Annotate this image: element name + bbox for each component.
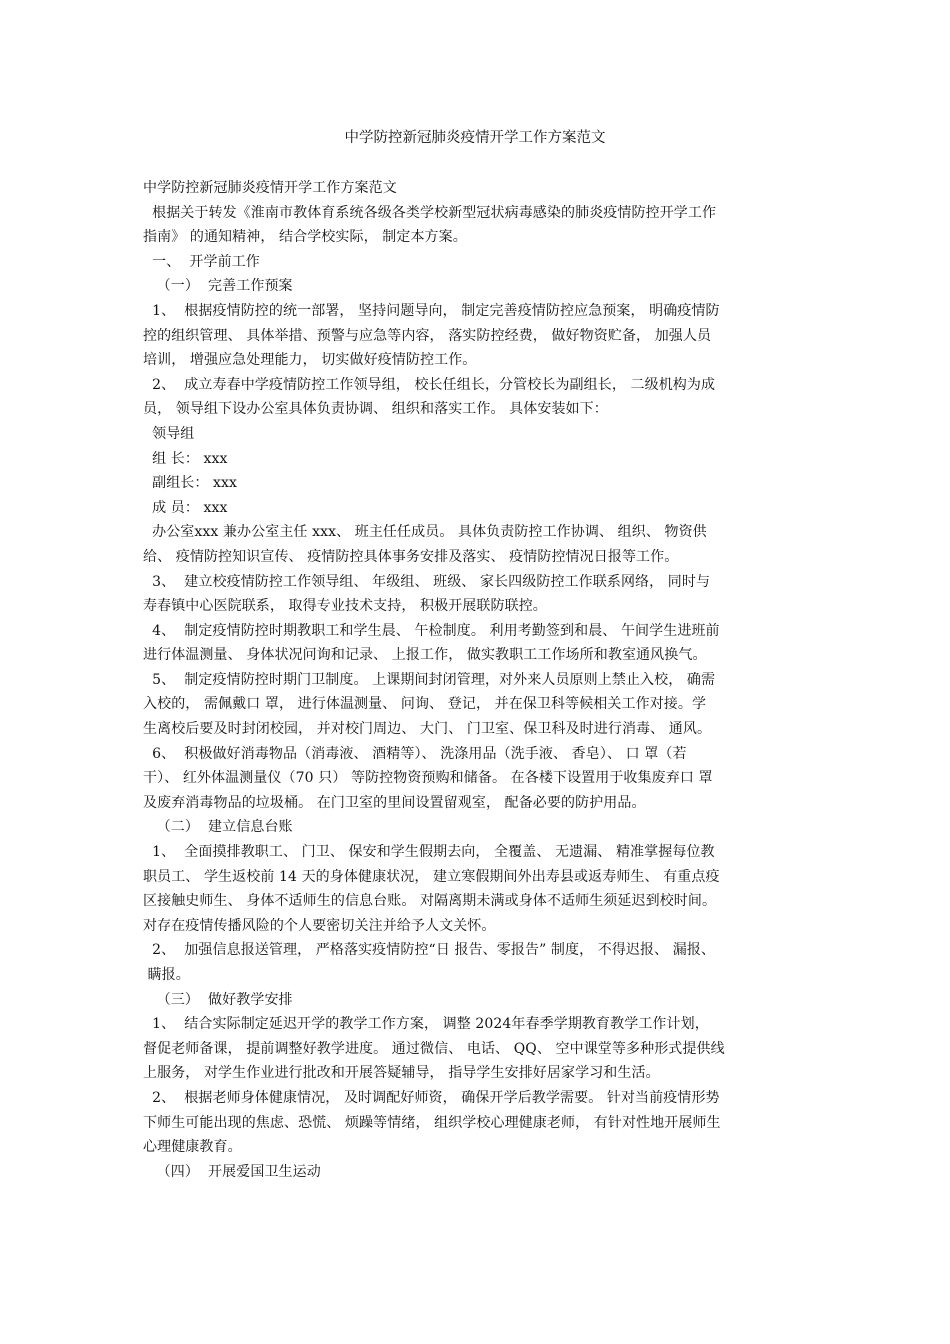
text-line: 6、 积极做好消毒物品（消毒液、 酒精等）、 洗涤用品（洗手液、 香皂）、 口 罩（若	[143, 745, 687, 762]
text-line: 上服务， 对学生作业进行批改和开展答疑辅导， 指导学生安排好居家学习和生活。	[143, 1065, 660, 1082]
text-line: 根据关于转发《淮南市教体育系统各级各类学校新型冠状病毒感染的肺炎疫情防控开学工作	[143, 204, 717, 221]
text-line: 入校的， 需佩戴口 罩， 进行体温测量、 问询、 登记， 并在保卫科等候相关工作对接。学	[143, 696, 707, 713]
text-line: 员， 领导组下设办公室具体负责协调、 组织和落实工作。 具体安装如下：	[143, 401, 608, 418]
text-line: 4、 制定疫情防控时期教职工和学生晨、 午检制度。 利用考勤签到和晨、 午间学生进班前	[143, 622, 720, 639]
text-line: 对存在疫情传播风险的个人要密切关注并给予人文关怀。	[143, 917, 496, 934]
text-line: 督促老师备课， 提前调整好教学进度。 通过微信、 电话、 QQ、 空中课堂等多种形式提供线	[143, 1040, 725, 1057]
text-line: （一） 完善工作预案	[143, 278, 293, 295]
text-line: 培训， 增强应急处理能力， 切实做好疫情防控工作。	[143, 352, 477, 369]
text-line: 2、 成立寿春中学疫情防控工作领导组， 校长任组长，分管校长为副组长， 二级机构为成	[143, 376, 716, 393]
text-line: 领导组	[143, 425, 195, 442]
text-line: 中学防控新冠肺炎疫情开学工作方案范文	[143, 180, 397, 196]
text-line: 进行体温测量、 身体状况问询和记录、 上报工作， 做实教职工工作场所和教室通风换气。	[143, 647, 707, 664]
text-line: 区接触史师生、 身体不适师生的信息台账。 对隔离期未满或身体不适师生须延迟到校时间。	[143, 893, 717, 910]
text-line: 及废弃消毒物品的垃圾桶。 在门卫室的里间设置留观室， 配备必要的防护用品。	[143, 794, 646, 811]
text-line: 1、 根据疫情防控的统一部署， 坚持问题导向， 制定完善疫情防控应急预案， 明确疫情防	[143, 302, 720, 319]
text-line: 1、 全面摸排教职工、 门卫、 保安和学生假期去向， 全覆盖、 无遗漏、 精准掌握每位教	[143, 844, 715, 861]
text-line: 控的组织管理、 具体举措、预警与应急等内容， 落实防控经费， 做好物资贮备， 加强人员	[143, 327, 712, 344]
text-line: 瞒报。	[143, 967, 190, 983]
text-line: 干）、 红外体温测量仪（70 只） 等防控物资预购和储备。 在各楼下设置用于收集废弃口 罩	[143, 770, 713, 787]
text-line: 办公室xxx 兼办公室主任 xxx、 班主任任成员。 具体负责防控工作协调、 组织、 物资供	[143, 524, 707, 541]
text-line: 组 长： xxx	[143, 450, 228, 467]
text-line: 寿春镇中心医院联系， 取得专业技术支持， 积极开展联防联控。	[143, 598, 547, 615]
text-line: 指南》 的通知精神， 结合学校实际， 制定本方案。	[143, 229, 467, 246]
text-line: 副组长： xxx	[143, 475, 238, 492]
text-line: 生离校后要及时封闭校园， 并对校门周边、 大门、 门卫室、保卫科及时进行消毒、 通风。	[143, 721, 712, 738]
text-line: 心理健康教育。	[143, 1139, 242, 1156]
text-line: 下师生可能出现的焦虑、恐慌、 烦躁等情绪， 组织学校心理健康老师， 有针对性地开展师生	[143, 1114, 721, 1131]
text-line: 2、 加强信息报送管理， 严格落实疫情防控“日 报告、零报告” 制度， 不得迟报、 漏报、	[143, 942, 716, 959]
text-line: 1、 结合实际制定延迟开学的教学工作方案， 调整 2024年春季学期教育教学工作计划，	[143, 1016, 709, 1033]
text-line: 5、 制定疫情防控时期门卫制度。 上课期间封闭管理，对外来人员原则上禁止入校， 确需	[143, 671, 716, 688]
text-line: （二） 建立信息台账	[143, 819, 293, 836]
text-line: 2、 根据老师身体健康情况， 及时调配好师资， 确保开学后教学需要。 针对当前疫情形势	[143, 1089, 720, 1106]
text-line: 职员工、 学生返校前 14 天的身体健康状况， 建立寒假期间外出寿县或返寿师生、 有重点疫	[143, 868, 720, 885]
text-line: 成 员： xxx	[143, 499, 228, 516]
text-line: 3、 建立校疫情防控工作领导组、 年级组、 班级、 家长四级防控工作联系网络， 同时与	[143, 573, 711, 590]
text-line: 给、 疫情防控知识宣传、 疫情防控具体事务安排及落实、 疫情防控情况日报等工作。	[143, 548, 679, 565]
document-title: 中学防控新冠肺炎疫情开学工作方案范文	[344, 130, 606, 146]
text-line: （四） 开展爱国卫生运动	[143, 1163, 321, 1180]
document-body	[143, 176, 818, 1184]
text-line: 一、 开学前工作	[143, 253, 260, 270]
text-line: （三） 做好教学安排	[143, 991, 293, 1008]
